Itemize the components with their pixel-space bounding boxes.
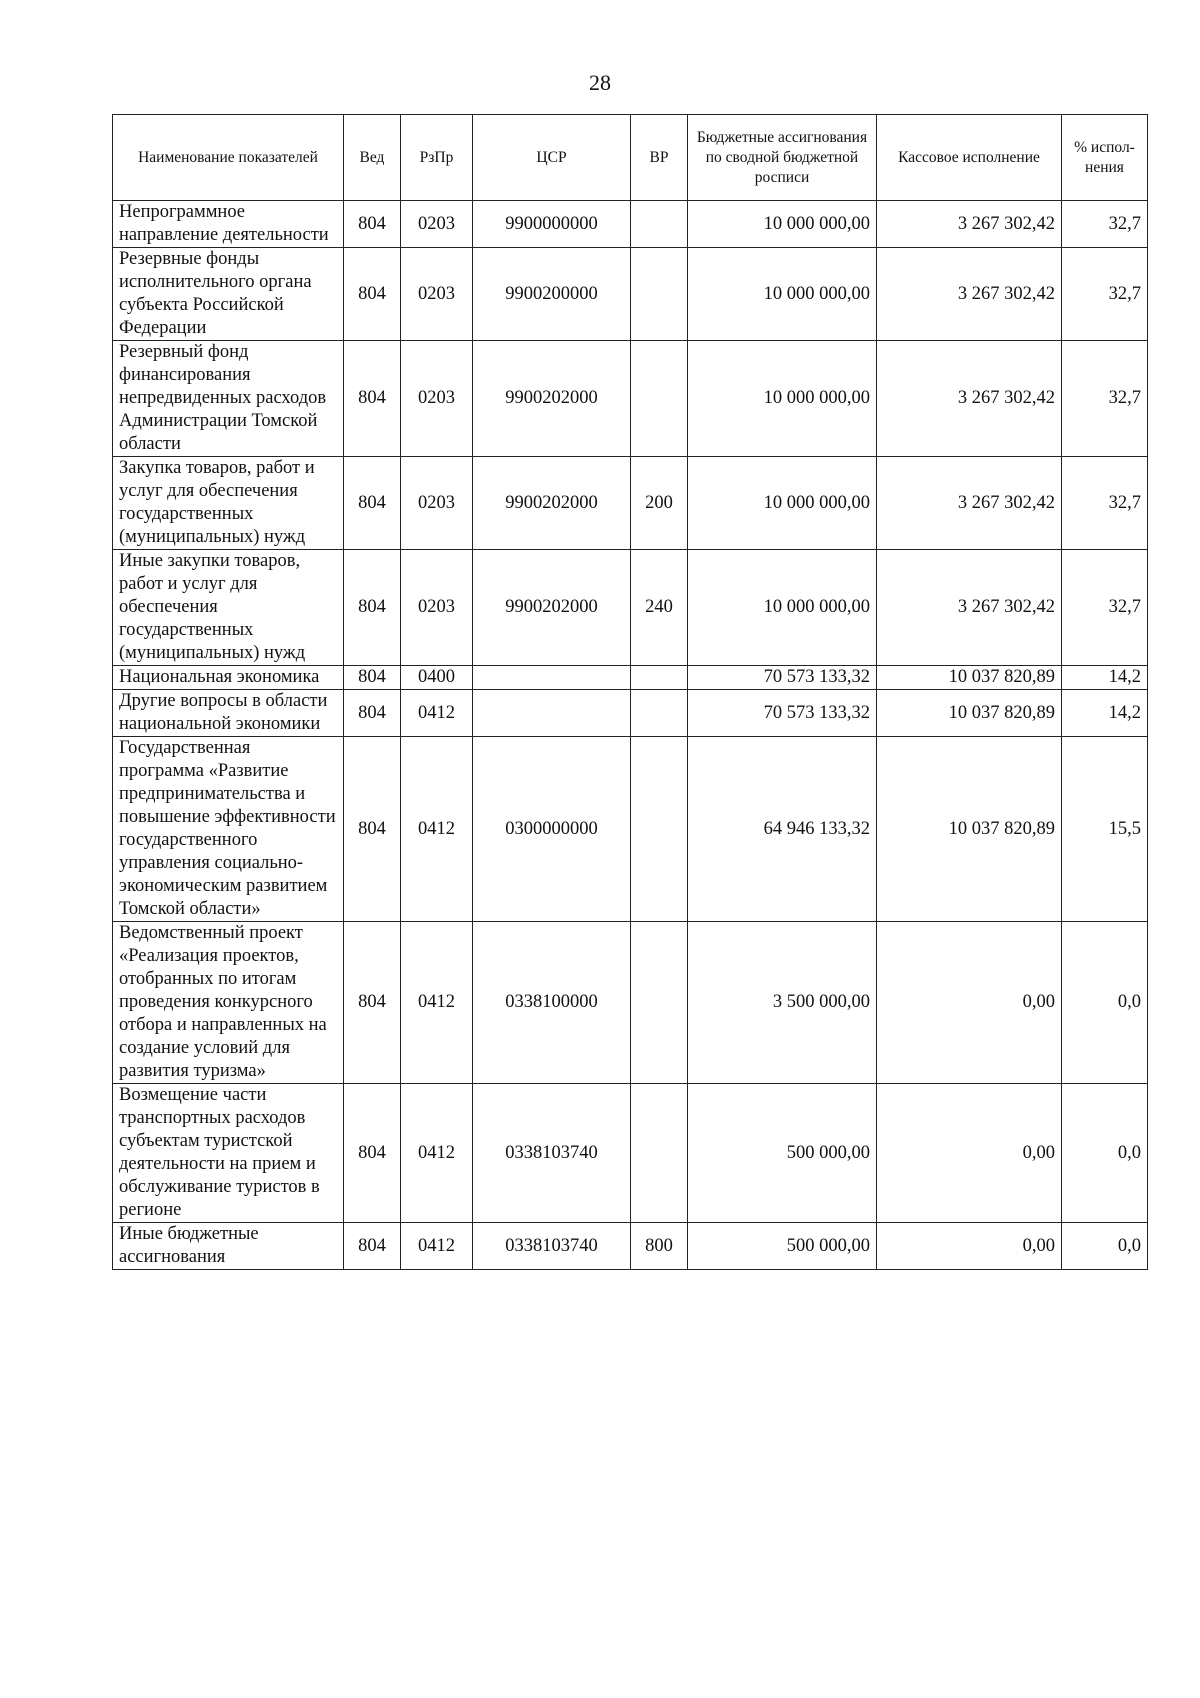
page-number: 28 xyxy=(589,70,611,95)
cell-cash: 10 037 820,89 xyxy=(877,666,1062,690)
cell-assignments: 3 500 000,00 xyxy=(688,922,877,1084)
cell-name: Национальная экономика xyxy=(113,666,344,690)
cell-csr: 9900000000 xyxy=(473,201,631,248)
cell-rzpr: 0412 xyxy=(401,1084,473,1223)
cell-assignments: 64 946 133,32 xyxy=(688,737,877,922)
cell-csr: 9900202000 xyxy=(473,341,631,457)
cell-assignments: 10 000 000,00 xyxy=(688,550,877,666)
cell-csr xyxy=(473,690,631,737)
table-row xyxy=(113,248,1148,341)
table-row xyxy=(113,341,1148,457)
cell-csr: 0338100000 xyxy=(473,922,631,1084)
cell-ved: 804 xyxy=(344,341,401,457)
cell-percent: 32,7 xyxy=(1062,550,1148,666)
cell-rzpr: 0412 xyxy=(401,690,473,737)
cell-assignments: 10 000 000,00 xyxy=(688,341,877,457)
cell-cash: 3 267 302,42 xyxy=(877,201,1062,248)
cell-ved: 804 xyxy=(344,737,401,922)
table-row xyxy=(113,666,1148,690)
cell-vr xyxy=(631,201,688,248)
cell-name: Иные закупки товаров, работ и услуг для обеспечения государственных (муниципальных) нужд xyxy=(113,550,344,666)
cell-assignments: 70 573 133,32 xyxy=(688,666,877,690)
cell-assignments: 10 000 000,00 xyxy=(688,457,877,550)
cell-cash: 3 267 302,42 xyxy=(877,457,1062,550)
header-assignments: Бюджетные ассигнования по сводной бюджетной росписи xyxy=(688,115,877,201)
cell-rzpr: 0203 xyxy=(401,457,473,550)
cell-vr xyxy=(631,341,688,457)
cell-name: Государственная программа «Развитие предпринимательства и повышение эффективности государственного управления социально-экономическим развитием Томской области» xyxy=(113,737,344,922)
cell-vr xyxy=(631,1084,688,1223)
cell-vr: 240 xyxy=(631,550,688,666)
header-vr: ВР xyxy=(631,115,688,201)
header-percent: % испол-нения xyxy=(1062,115,1148,201)
cell-percent: 32,7 xyxy=(1062,341,1148,457)
cell-rzpr: 0412 xyxy=(401,737,473,922)
cell-csr: 9900202000 xyxy=(473,550,631,666)
cell-csr: 9900200000 xyxy=(473,248,631,341)
cell-name: Резервные фонды исполнительного органа субъекта Российской Федерации xyxy=(113,248,344,341)
table-row xyxy=(113,922,1148,1084)
cell-assignments: 500 000,00 xyxy=(688,1223,877,1270)
cell-rzpr: 0203 xyxy=(401,201,473,248)
header-cash: Кассовое исполнение xyxy=(877,115,1062,201)
cell-vr xyxy=(631,666,688,690)
cell-cash: 0,00 xyxy=(877,922,1062,1084)
cell-percent: 0,0 xyxy=(1062,1084,1148,1223)
cell-vr xyxy=(631,737,688,922)
cell-ved: 804 xyxy=(344,550,401,666)
cell-vr xyxy=(631,690,688,737)
cell-csr: 0300000000 xyxy=(473,737,631,922)
cell-csr: 9900202000 xyxy=(473,457,631,550)
cell-percent: 14,2 xyxy=(1062,666,1148,690)
cell-vr: 200 xyxy=(631,457,688,550)
cell-rzpr: 0203 xyxy=(401,550,473,666)
table-row xyxy=(113,690,1148,737)
table-row xyxy=(113,1223,1148,1270)
cell-vr: 800 xyxy=(631,1223,688,1270)
cell-assignments: 70 573 133,32 xyxy=(688,690,877,737)
cell-vr xyxy=(631,922,688,1084)
table-row xyxy=(113,737,1148,922)
cell-cash: 3 267 302,42 xyxy=(877,341,1062,457)
cell-percent: 32,7 xyxy=(1062,457,1148,550)
cell-name: Непрограммное направление деятельности xyxy=(113,201,344,248)
cell-cash: 10 037 820,89 xyxy=(877,737,1062,922)
cell-ved: 804 xyxy=(344,201,401,248)
header-rzpr: РзПр xyxy=(401,115,473,201)
cell-csr xyxy=(473,666,631,690)
cell-name: Ведомственный проект «Реализация проектов, отобранных по итогам проведения конкурсного отбора и направленных на создание условий для развития туризма» xyxy=(113,922,344,1084)
cell-percent: 32,7 xyxy=(1062,201,1148,248)
cell-percent: 32,7 xyxy=(1062,248,1148,341)
cell-percent: 0,0 xyxy=(1062,1223,1148,1270)
table-body xyxy=(113,201,1148,1270)
cell-cash: 0,00 xyxy=(877,1223,1062,1270)
cell-percent: 15,5 xyxy=(1062,737,1148,922)
cell-name: Закупка товаров, работ и услуг для обеспечения государственных (муниципальных) нужд xyxy=(113,457,344,550)
budget-table xyxy=(112,114,1148,1270)
cell-name: Резервный фонд финансирования непредвиденных расходов Администрации Томской области xyxy=(113,341,344,457)
cell-cash: 0,00 xyxy=(877,1084,1062,1223)
cell-rzpr: 0412 xyxy=(401,1223,473,1270)
cell-vr xyxy=(631,248,688,341)
cell-percent: 14,2 xyxy=(1062,690,1148,737)
cell-assignments: 10 000 000,00 xyxy=(688,201,877,248)
cell-percent: 0,0 xyxy=(1062,922,1148,1084)
cell-rzpr: 0203 xyxy=(401,341,473,457)
cell-ved: 804 xyxy=(344,457,401,550)
header-ved: Вед xyxy=(344,115,401,201)
cell-name: Другие вопросы в области национальной экономики xyxy=(113,690,344,737)
cell-ved: 804 xyxy=(344,1084,401,1223)
cell-cash: 3 267 302,42 xyxy=(877,550,1062,666)
header-name: Наименование показателей xyxy=(113,115,344,201)
cell-ved: 804 xyxy=(344,1223,401,1270)
cell-ved: 804 xyxy=(344,666,401,690)
cell-ved: 804 xyxy=(344,248,401,341)
cell-ved: 804 xyxy=(344,690,401,737)
header-csr: ЦСР xyxy=(473,115,631,201)
cell-csr: 0338103740 xyxy=(473,1223,631,1270)
cell-name: Иные бюджетные ассигнования xyxy=(113,1223,344,1270)
cell-assignments: 10 000 000,00 xyxy=(688,248,877,341)
table-row xyxy=(113,550,1148,666)
header-row xyxy=(113,115,1148,201)
cell-rzpr: 0203 xyxy=(401,248,473,341)
cell-rzpr: 0400 xyxy=(401,666,473,690)
cell-rzpr: 0412 xyxy=(401,922,473,1084)
cell-csr: 0338103740 xyxy=(473,1084,631,1223)
cell-cash: 3 267 302,42 xyxy=(877,248,1062,341)
cell-assignments: 500 000,00 xyxy=(688,1084,877,1223)
table-row xyxy=(113,457,1148,550)
cell-name: Возмещение части транспортных расходов субъектам туристской деятельности на прием и обслуживание туристов в регионе xyxy=(113,1084,344,1223)
cell-ved: 804 xyxy=(344,922,401,1084)
table-row xyxy=(113,201,1148,248)
cell-cash: 10 037 820,89 xyxy=(877,690,1062,737)
table-row xyxy=(113,1084,1148,1223)
